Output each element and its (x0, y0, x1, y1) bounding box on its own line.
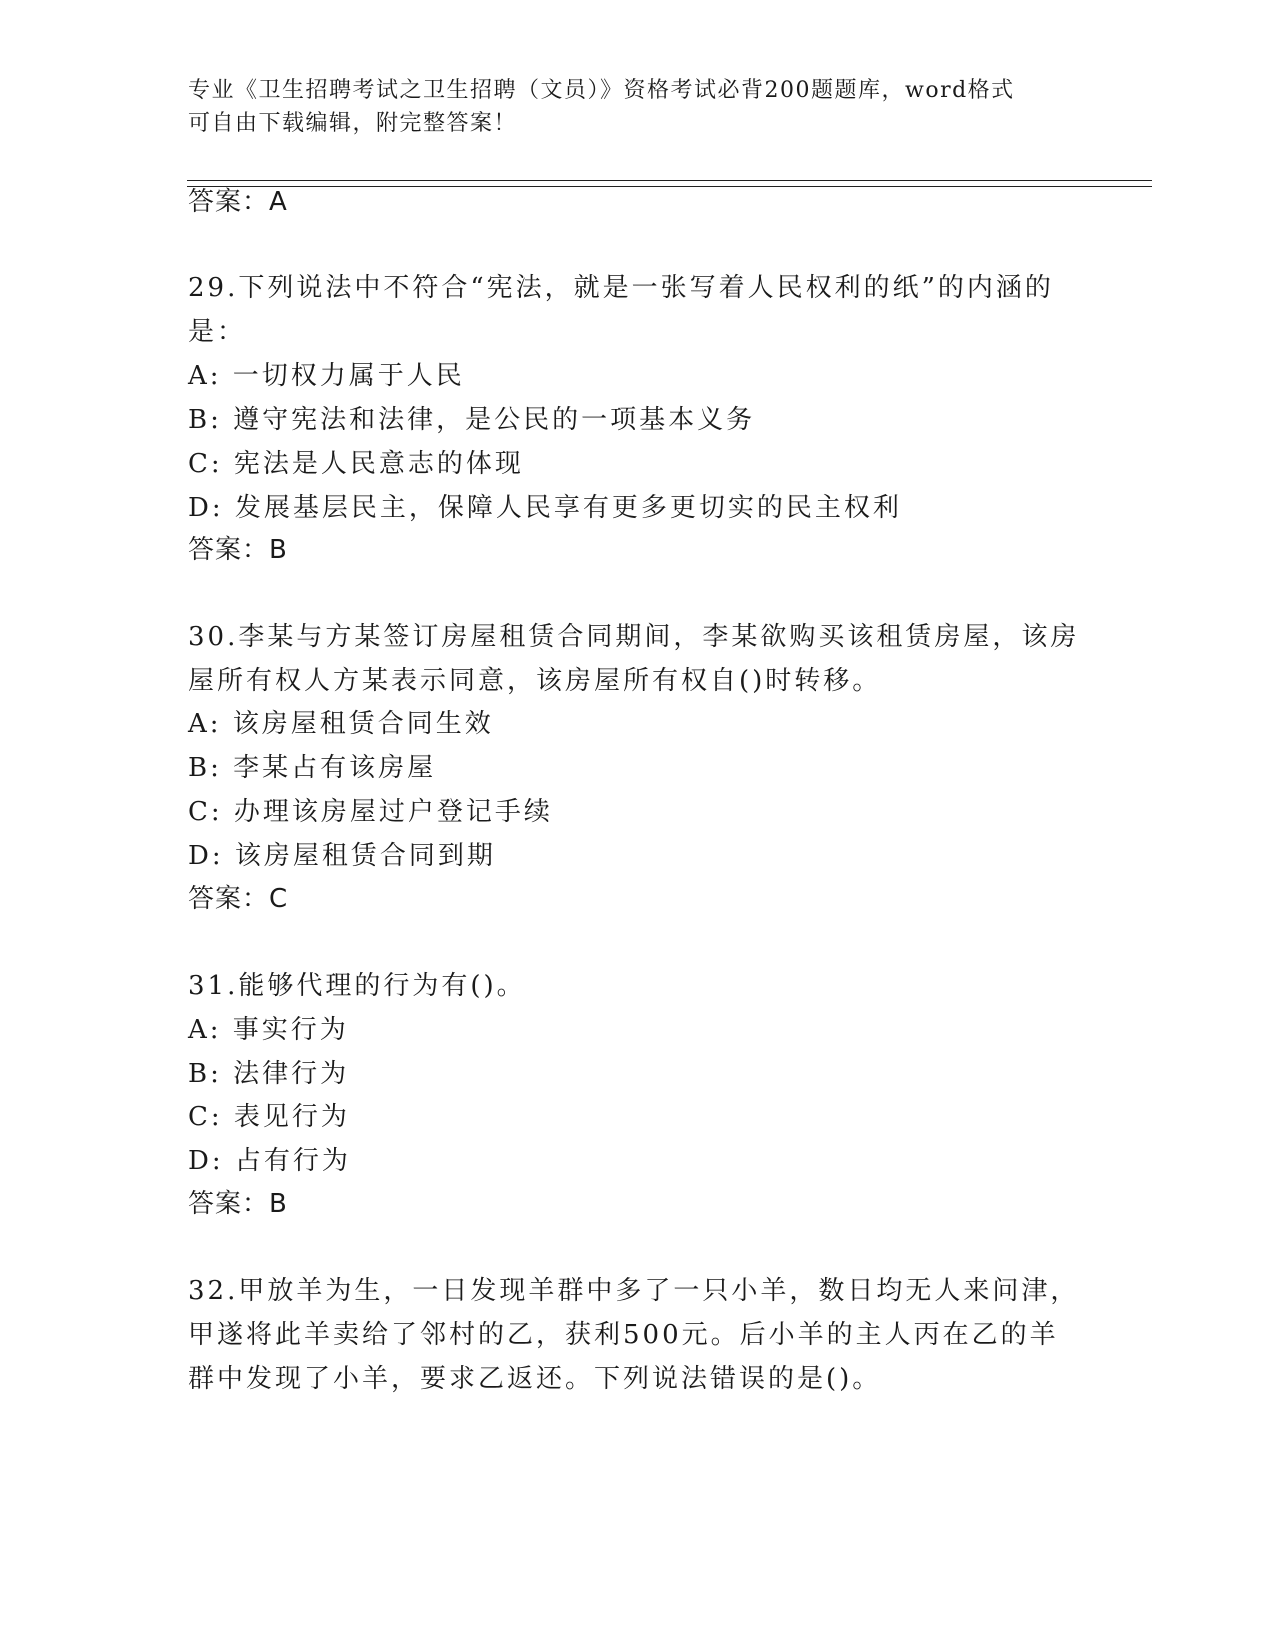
header-line-2: 可自由下载编辑，附完整答案！ (188, 111, 518, 136)
question-31-option-c: C: 表见行为 (188, 1102, 350, 1132)
question-31-answer: 答案：B (188, 1189, 288, 1219)
question-29-answer: 答案：B (188, 535, 288, 565)
question-31-stem-line-1: 31.能够代理的行为有()。 (188, 971, 526, 1001)
question-32-stem-line-2: 甲遂将此羊卖给了邻村的乙，获利500元。后小羊的主人丙在乙的羊 (188, 1320, 1059, 1350)
question-30-stem-line-2: 屋所有权人方某表示同意，该房屋所有权自()时转移。 (188, 666, 882, 696)
question-31-option-d: D: 占有行为 (188, 1146, 351, 1176)
question-31-option-b: B: 法律行为 (188, 1059, 350, 1089)
answer-previous: 答案：A (188, 187, 288, 217)
question-29-option-b: B: 遵守宪法和法律，是公民的一项基本义务 (188, 405, 756, 435)
question-31-option-a: A: 事实行为 (188, 1015, 349, 1045)
question-30-option-a: A: 该房屋租赁合同生效 (188, 709, 494, 739)
document-header (188, 74, 1068, 140)
question-29-option-a: A: 一切权力属于人民 (188, 361, 465, 391)
question-30-stem-line-1: 30.李某与方某签订房屋租赁合同期间，李某欲购买该租赁房屋，该房 (188, 622, 1080, 652)
header-line-1: 专业《卫生招聘考试之卫生招聘（文员）》资格考试必背200题题库，word格式 (188, 78, 1015, 103)
question-29-stem-line-2: 是： (188, 317, 247, 347)
question-32-stem-line-3: 群中发现了小羊，要求乙返还。下列说法错误的是()。 (188, 1364, 882, 1394)
header-divider (187, 180, 1152, 187)
question-29-option-d: D: 发展基层民主，保障人民享有更多更切实的民主权利 (188, 493, 902, 523)
question-32-stem-line-1: 32.甲放羊为生，一日发现羊群中多了一只小羊，数日均无人来问津， (188, 1276, 1080, 1306)
question-30-option-c: C: 办理该房屋过户登记手续 (188, 797, 553, 827)
question-30-option-b: B: 李某占有该房屋 (188, 753, 437, 783)
question-29-option-c: C: 宪法是人民意志的体现 (188, 449, 524, 479)
question-29-stem-line-1: 29.下列说法中不符合“宪法，就是一张写着人民权利的纸”的内涵的 (188, 273, 1054, 303)
question-30-option-d: D: 该房屋租赁合同到期 (188, 841, 496, 871)
question-30-answer: 答案：C (188, 884, 289, 914)
